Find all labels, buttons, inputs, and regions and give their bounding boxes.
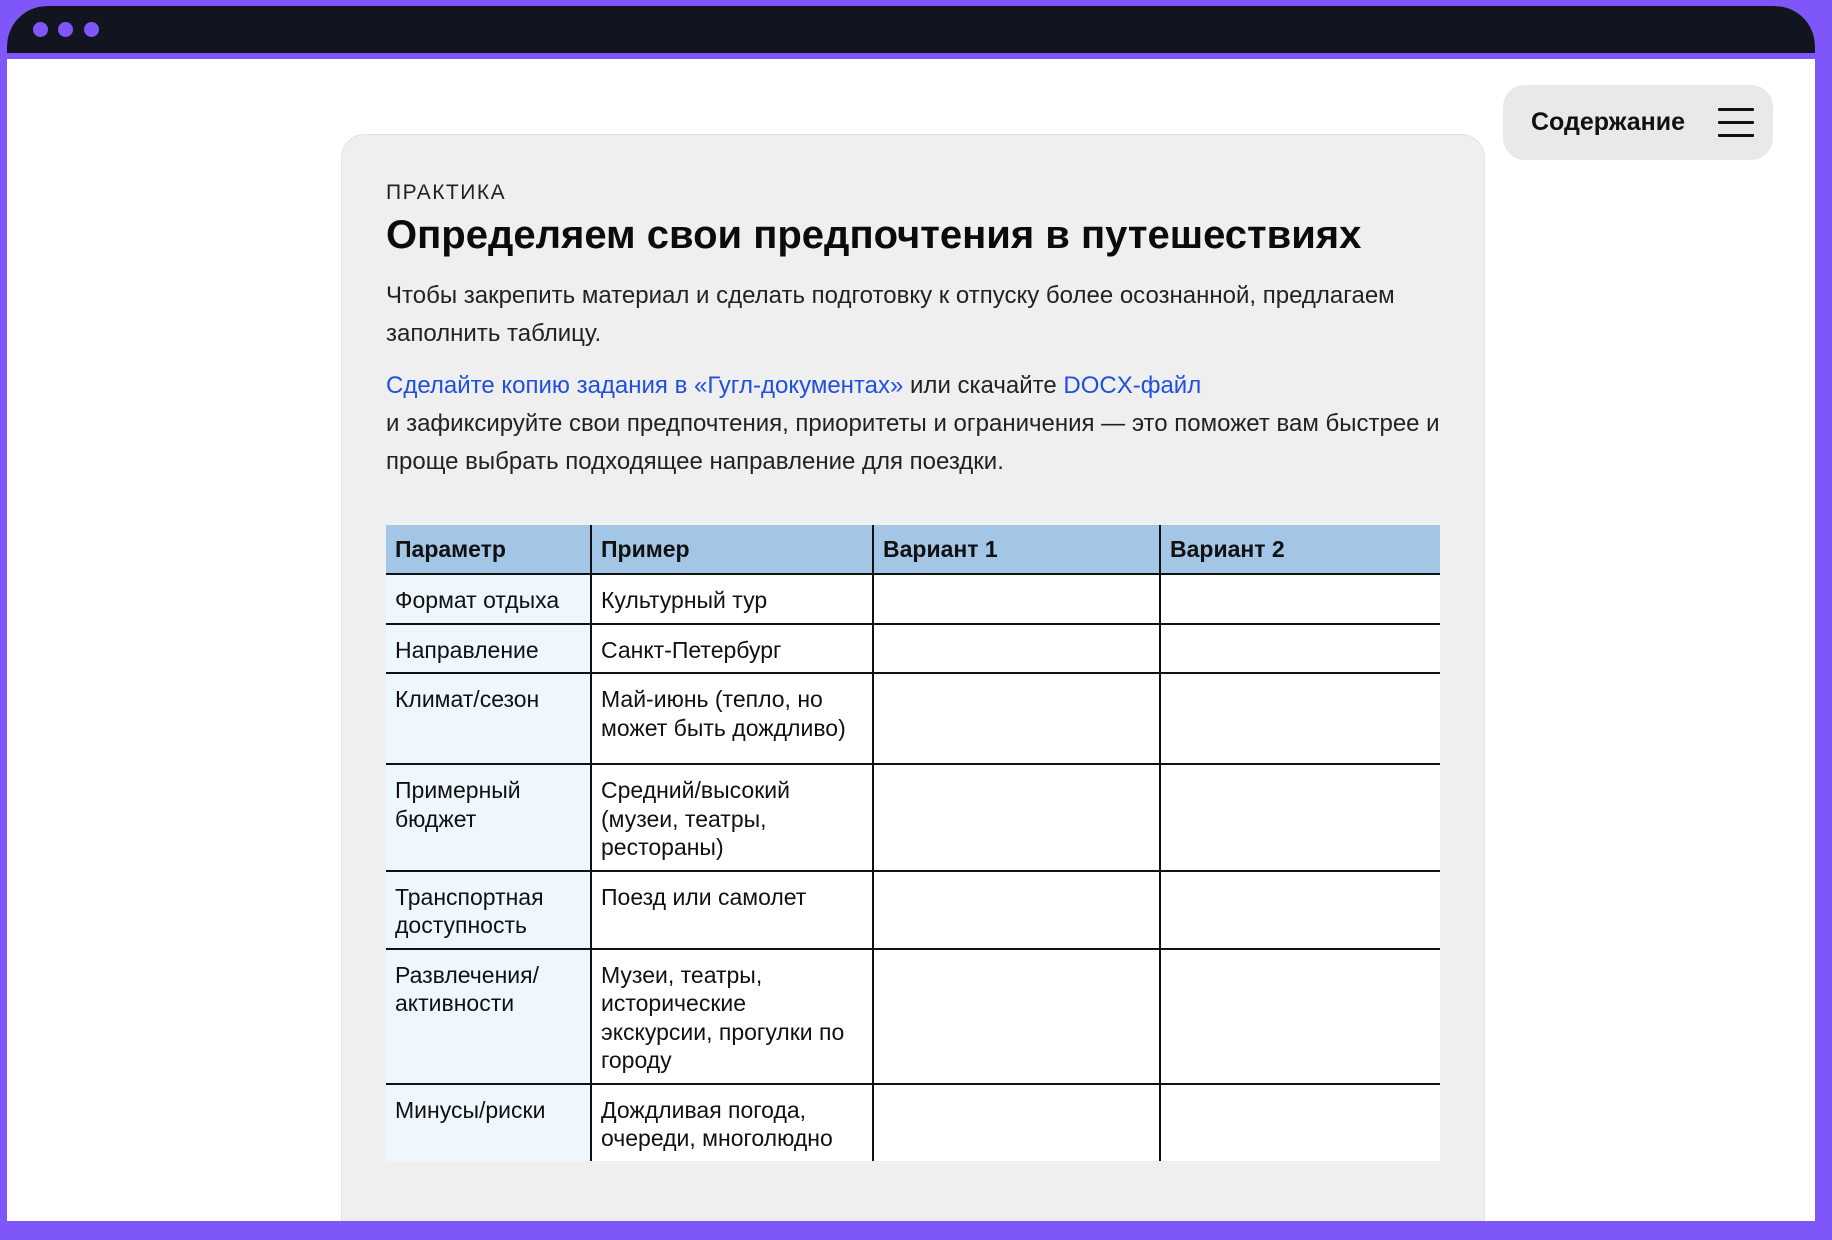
param-cell: Климат/сезон xyxy=(386,673,591,764)
param-cell: Минусы/риски xyxy=(386,1084,591,1161)
column-header: Параметр xyxy=(386,525,591,574)
window-titlebar xyxy=(7,6,1815,59)
toc-label: Содержание xyxy=(1531,108,1686,136)
example-cell: Май-июнь (тепло, но может быть дождливо) xyxy=(591,673,873,764)
table-of-contents-button[interactable] xyxy=(1503,85,1773,160)
docx-download-link[interactable]: DOCX-файл xyxy=(1063,372,1202,399)
column-header: Вариант 1 xyxy=(873,525,1160,574)
variant-1-cell[interactable] xyxy=(873,871,1160,949)
variant-1-cell[interactable] xyxy=(873,1084,1160,1161)
variant-1-cell[interactable] xyxy=(873,673,1160,764)
window-dot-icon[interactable] xyxy=(58,22,73,37)
table-row xyxy=(386,574,1440,624)
example-cell: Музеи, театры, исторические экскурсии, прогулки по городу xyxy=(591,949,873,1084)
window-dot-icon[interactable] xyxy=(84,22,99,37)
window-dot-icon[interactable] xyxy=(33,22,48,37)
link-connector-text: или скачайте xyxy=(903,372,1064,399)
variant-2-cell[interactable] xyxy=(1160,624,1440,674)
example-cell: Санкт-Петербург xyxy=(591,624,873,674)
example-cell: Поезд или самолет xyxy=(591,871,873,949)
variant-1-cell[interactable] xyxy=(873,949,1160,1084)
variant-2-cell[interactable] xyxy=(1160,949,1440,1084)
page-title: Определяем свои предпочтения в путешествиях xyxy=(386,213,1362,257)
browser-window xyxy=(7,6,1815,1221)
preferences-table xyxy=(386,525,1440,1161)
param-cell: Формат отдыха xyxy=(386,574,591,624)
variant-1-cell[interactable] xyxy=(873,764,1160,871)
variant-2-cell[interactable] xyxy=(1160,673,1440,764)
variant-2-cell[interactable] xyxy=(1160,764,1440,871)
table-row xyxy=(386,949,1440,1084)
column-header: Пример xyxy=(591,525,873,574)
hamburger-menu-icon xyxy=(1718,108,1754,138)
practice-card xyxy=(341,134,1485,1221)
section-kicker: ПРАКТИКА xyxy=(386,181,507,204)
variant-2-cell[interactable] xyxy=(1160,574,1440,624)
example-cell: Культурный тур xyxy=(591,574,873,624)
table-row xyxy=(386,1084,1440,1161)
table-row xyxy=(386,624,1440,674)
instructions-paragraph xyxy=(386,367,1446,481)
table-header-row xyxy=(386,525,1440,574)
param-cell: Транспортная доступность xyxy=(386,871,591,949)
example-cell: Средний/высокий (музеи, театры, рестораны) xyxy=(591,764,873,871)
variant-2-cell[interactable] xyxy=(1160,1084,1440,1161)
variant-2-cell[interactable] xyxy=(1160,871,1440,949)
variant-1-cell[interactable] xyxy=(873,624,1160,674)
google-docs-link[interactable]: Сделайте копию задания в «Гугл-документах» xyxy=(386,372,904,399)
param-cell: Примерный бюджет xyxy=(386,764,591,871)
outro-text: и зафиксируйте свои предпочтения, приоритеты и ограничения — это поможет вам быстрее и проще выбрать подходящее направление для поездки. xyxy=(386,410,1440,475)
param-cell: Направление xyxy=(386,624,591,674)
table-row xyxy=(386,764,1440,871)
intro-paragraph: Чтобы закрепить материал и сделать подготовку к отпуску более осознанной, предлагаем заполнить таблицу. xyxy=(386,282,1395,347)
table-row xyxy=(386,871,1440,949)
variant-1-cell[interactable] xyxy=(873,574,1160,624)
example-cell: Дождливая погода, очереди, многолюдно xyxy=(591,1084,873,1161)
param-cell: Развлечения/ активности xyxy=(386,949,591,1084)
column-header: Вариант 2 xyxy=(1160,525,1440,574)
table-row xyxy=(386,673,1440,764)
